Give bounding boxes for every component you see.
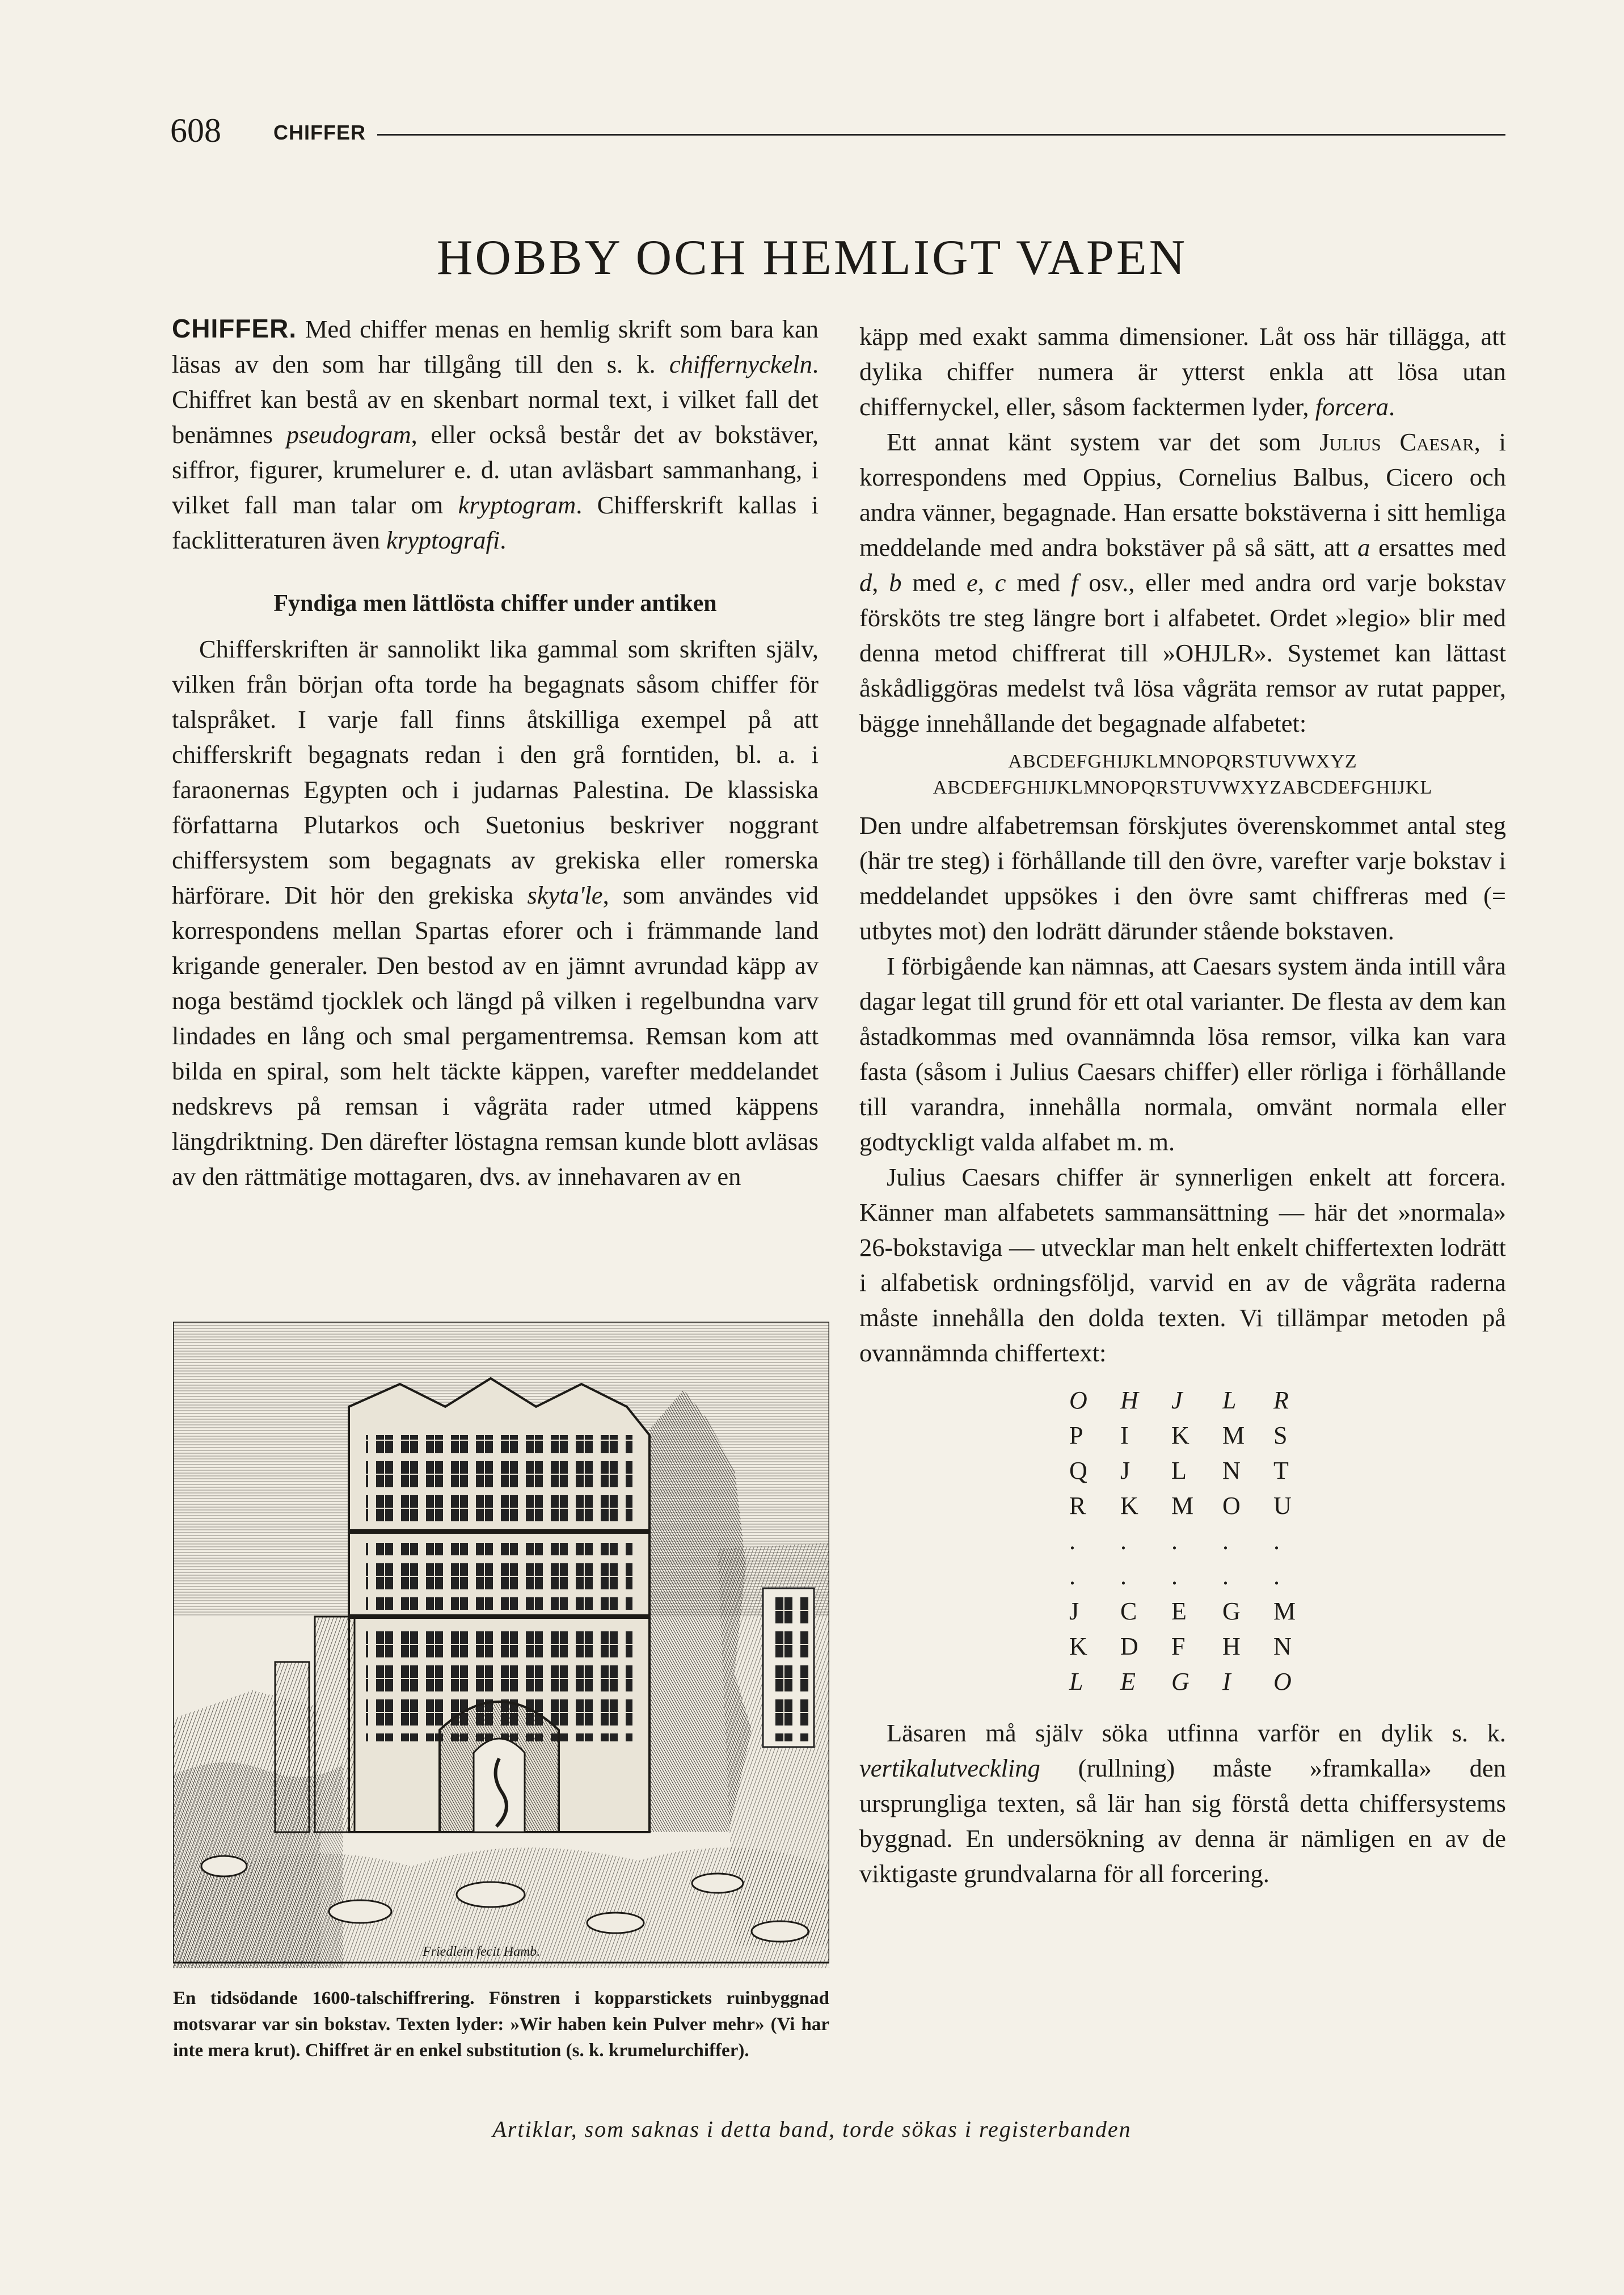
cipher-cell: S <box>1273 1421 1288 1449</box>
text-span: , <box>872 568 889 597</box>
text-span: Chifferskriften är sannolikt lika gammal som skriften själv, vilken från början ofta torde ha begagnats såsom chiffer för talspråket. I varje fall finns åtskilliga exempel på att chifferskrift begagnats redan i den grå forntiden, bl. a. i faraonernas Egypten och i judarnas Palestina. De klassiska författarna Plutarkos och Suetonius beskriver noggrant chiffersystem som begagnats av grekiska eller romerska härförare. Dit hör den grekiska <box>172 635 819 909</box>
letter-a: a <box>1357 533 1370 562</box>
alphabet-strips <box>859 749 1506 801</box>
cipher-cell: C <box>1120 1597 1137 1625</box>
cipher-cell: J <box>1171 1386 1183 1414</box>
cipher-cell: G <box>1171 1668 1189 1695</box>
text-span: (rullning) måste »framkalla» den ursprungliga texten, så lär han sig förstå detta chiffersystems byggnad. En undersökning av denna är nämligen en av de viktigaste grundvalarna för all forcering. <box>859 1754 1506 1888</box>
letter-e: e <box>966 568 978 597</box>
text-span: med <box>1006 568 1071 597</box>
engraving-figure <box>173 1322 829 1968</box>
cipher-cell: N <box>1222 1457 1241 1484</box>
cipher-cell: P <box>1069 1421 1083 1449</box>
cipher-cell: F <box>1171 1632 1186 1660</box>
text-span: . <box>1389 393 1395 421</box>
cipher-row <box>1069 1559 1324 1594</box>
text-span: osv., eller med andra ord varje bokstav försköts tre steg längre bort i alfabetet. Ordet »legio» blir med denna metod chiffrerat till »OHJLR». Systemet kan lättast åskådliggöras medelst två lösa vågräta remsor av rutat papper, bägge innehållande det begagnade alfabetet: <box>859 568 1506 737</box>
cipher-row <box>1069 1453 1324 1488</box>
cipher-cell: I <box>1222 1668 1231 1695</box>
text-span: , i korrespondens med Oppius, Cornelius Balbus, Cicero och andra vänner, begagnade. Han ersatte bokstäverna i sitt hemliga meddelande med andra bokstäver på så sätt, att <box>859 428 1507 562</box>
text-span: . Chiffret kan bestå av en skenbart normal text, i vilket fall det benämnes <box>172 350 819 449</box>
body-paragraph: I förbigående kan nämnas, att Caesars system ända intill våra dagar legat till grund för ett otal varianter. De flesta av dem kan åstadkommas med ovannämnda lösa remsor, vilka kan vara fasta (såsom i Julius Caesars chiffer) eller rörliga i förhållande till varandra, innehålla normala, omvänt normala eller godtyckligt valda alfabet m. m. <box>859 952 1506 1156</box>
body-paragraph <box>859 424 1506 741</box>
ruin-engraving-illustration <box>173 1322 829 1968</box>
footer-note: Artiklar, som saknas i detta band, torde sökas i registerbanden <box>492 2116 1132 2142</box>
cipher-cell: . <box>1069 1527 1075 1555</box>
name-julius-caesar: Julius Caesar <box>1319 428 1474 456</box>
running-head <box>170 111 1509 150</box>
letter-c: c <box>994 568 1006 597</box>
cipher-cell: . <box>1171 1527 1178 1555</box>
text-span: Ett annat känt system var det som <box>887 428 1320 456</box>
body-paragraph: Den undre alfabetremsan förskjutes överenskommet antal steg (här tre steg) i förhållande till den övre, varefter varje bokstav i meddelandet uppsökes i den övre samt chiffreras med (= utbytes mot) den lodrätt därunder stående bokstaven. <box>859 811 1506 945</box>
cipher-cell: . <box>1273 1562 1280 1590</box>
text-span: . <box>500 526 507 554</box>
header-rule <box>377 134 1505 136</box>
term-chiffernyckeln: chiffernyckeln <box>669 350 812 378</box>
page-title: HOBBY OCH HEMLIGT VAPEN <box>436 230 1188 285</box>
cipher-row <box>1069 1488 1324 1524</box>
text-span: käpp med exakt samma dimensioner. Låt oss här tillägga, att dylika chiffer numera är ytterst enkla att lösa utan chiffernyckel, eller, såsom facktermen lyder, <box>859 322 1506 421</box>
text-span: , <box>977 568 995 597</box>
body-paragraph <box>859 1715 1506 1891</box>
alphabet-strip-lower: ABCDEFGHIJKLMNOPQRSTUVWXYZABCDEFGHIJKL <box>933 777 1433 798</box>
text-span: Läsaren må själv söka utfinna varför en dylik s. k. <box>887 1719 1506 1747</box>
cipher-cell: M <box>1273 1597 1296 1625</box>
section-name: CHIFFER <box>273 121 366 144</box>
cipher-row <box>1069 1418 1324 1453</box>
text-span: , eller också består det av bokstäver, siffror, figurer, krumelurer e. d. utan avläsbart sammanhang, i vilket fall man talar om <box>172 420 819 519</box>
cipher-cell: . <box>1222 1527 1229 1555</box>
cipher-cell: Q <box>1069 1457 1087 1484</box>
cipher-cell: E <box>1120 1668 1136 1695</box>
cipher-cell: L <box>1222 1386 1237 1414</box>
term-forcera: forcera <box>1315 393 1389 421</box>
cipher-cell: O <box>1273 1668 1292 1695</box>
subheading: Fyndiga men lättlösta chiffer under antiken <box>273 590 717 617</box>
term-pseudogram: pseudogram <box>286 420 411 449</box>
letter-f: f <box>1070 568 1078 597</box>
cipher-row <box>1069 1524 1324 1559</box>
cipher-cell: I <box>1120 1421 1129 1449</box>
cipher-cell: . <box>1222 1562 1229 1590</box>
cipher-grid <box>1069 1383 1324 1699</box>
cipher-cell: L <box>1069 1668 1083 1695</box>
engraver-signature: Friedlein fecit Hamb. <box>423 1944 541 1959</box>
term-skytale: skyta'le <box>527 881 603 909</box>
cipher-cell: D <box>1120 1632 1138 1660</box>
cipher-row <box>1069 1383 1324 1418</box>
text-span: med <box>901 568 967 597</box>
alphabet-strip-upper: ABCDEFGHIJKLMNOPQRSTUVWXYZ <box>1008 751 1357 772</box>
body-paragraph: Julius Caesars chiffer är synnerligen enkelt att forcera. Känner man alfabetets sammansättning — här det »normala» 26-bokstaviga — utvecklar man helt enkelt chiffertexten lodrätt i alfabetisk ordningsföljd, varvid en av de vågräta raderna måste innehålla den dolda texten. Vi tillämpar metoden på ovannämnda chiffertext: <box>859 1163 1506 1367</box>
intro-paragraph <box>172 311 819 558</box>
cipher-cell: K <box>1171 1421 1189 1449</box>
cipher-cell: J <box>1120 1457 1131 1484</box>
term-kryptogram: kryptogram <box>458 491 576 519</box>
cipher-cell: R <box>1069 1492 1086 1520</box>
intro-lead-word: CHIFFER. <box>172 314 297 343</box>
cipher-cell: M <box>1171 1492 1194 1520</box>
cipher-cell: U <box>1273 1492 1292 1520</box>
cipher-cell: J <box>1069 1597 1079 1625</box>
cipher-cell: O <box>1069 1386 1087 1414</box>
cipher-cell: M <box>1222 1421 1245 1449</box>
cipher-cell: T <box>1273 1457 1289 1484</box>
cipher-row <box>1069 1629 1324 1664</box>
body-paragraph <box>859 319 1506 424</box>
figure-caption: En tidsödande 1600-talschiffrering. Fönstren i kopparstickets ruinbyggnad motsvarar var sin bokstav. Texten lyder: »Wir haben kein Pulver mehr» (Vi har inte mera krut). Chiffret är en enkel substitution (s. k. krumelurchiffer). <box>173 1988 829 2061</box>
term-kryptografi: kryptografi <box>386 526 500 554</box>
cipher-cell: N <box>1273 1632 1292 1660</box>
text-span: Med chiffer menas en hemlig skrift som bara kan läsas av den som har tillgång till den s. k. <box>172 315 819 378</box>
letter-d: d <box>859 568 872 597</box>
cipher-cell: . <box>1120 1527 1127 1555</box>
cipher-cell: H <box>1222 1632 1241 1660</box>
left-column <box>172 311 819 1194</box>
term-vertikalutveckling: vertikalutveckling <box>859 1754 1040 1782</box>
cipher-cell: H <box>1120 1386 1138 1414</box>
cipher-row <box>1069 1594 1324 1629</box>
cipher-cell: R <box>1273 1386 1289 1414</box>
cipher-cell: K <box>1120 1492 1138 1520</box>
cipher-cell: E <box>1171 1597 1187 1625</box>
cipher-cell: G <box>1222 1597 1241 1625</box>
letter-b: b <box>889 568 902 597</box>
page-number: 608 <box>170 112 221 149</box>
cipher-row <box>1069 1664 1324 1699</box>
cipher-cell: . <box>1171 1562 1178 1590</box>
cipher-cell: L <box>1171 1457 1187 1484</box>
text-span: ersattes med <box>1370 533 1506 562</box>
cipher-cell: O <box>1222 1492 1241 1520</box>
text-span: , som användes vid korrespondens mellan Spartas eforer och i främmande land krigande generaler. Den bestod av en jämnt avrundad käpp av noga bestämd tjocklek och längd på vilken i regelbundna varv lindades en lång och smal pergamentremsa. Remsan kom att bilda en spiral, som helt täckte käppen, varefter meddelandet nedskrevs på remsan i vågräta rader utmed käppens längdriktning. Den därefter löstagna remsan kunde blott avläsas av den rättmätige mottagaren, dvs. av innehavaren av en <box>172 881 819 1191</box>
right-column <box>859 319 1506 1891</box>
cipher-cell: . <box>1069 1562 1075 1590</box>
cipher-cell: . <box>1120 1562 1127 1590</box>
body-paragraph <box>172 631 819 1194</box>
cipher-cell: . <box>1273 1527 1280 1555</box>
text-span: . Chifferskrift kallas i facklitteraturen även <box>172 491 819 554</box>
cipher-cell: K <box>1069 1632 1087 1660</box>
